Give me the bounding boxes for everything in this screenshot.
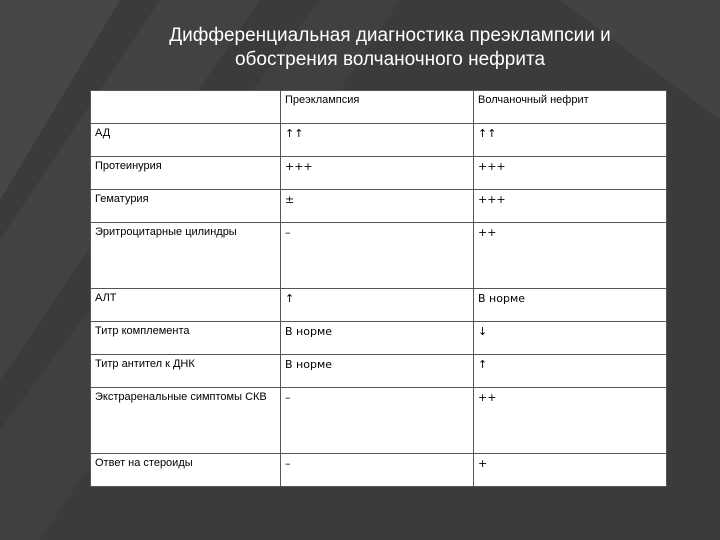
preeclampsia-value: – bbox=[281, 223, 474, 289]
lupus-nephritis-value: ↓ bbox=[474, 322, 667, 355]
header-cell-lupus-nephritis: Волчаночный нефрит bbox=[474, 91, 667, 124]
preeclampsia-value: В норме bbox=[281, 355, 474, 388]
preeclampsia-value: ± bbox=[281, 190, 474, 223]
preeclampsia-value: – bbox=[281, 454, 474, 487]
row-label: АД bbox=[91, 124, 281, 157]
lupus-nephritis-value: ++ bbox=[474, 388, 667, 454]
table-row bbox=[91, 157, 667, 190]
table-header-row bbox=[91, 91, 667, 124]
table-row bbox=[91, 454, 667, 487]
header-cell-preeclampsia: Преэклампсия bbox=[281, 91, 474, 124]
lupus-nephritis-value: +++ bbox=[474, 157, 667, 190]
lupus-nephritis-value: ↑ bbox=[474, 355, 667, 388]
slide-title-line-2: обострения волчаночного нефрита bbox=[234, 49, 546, 70]
table-row bbox=[91, 388, 667, 454]
row-label: Эритроцитарные цилиндры bbox=[91, 223, 281, 289]
table-row bbox=[91, 124, 667, 157]
differential-diagnosis-table bbox=[90, 90, 667, 487]
row-label: АЛТ bbox=[91, 289, 281, 322]
table-row bbox=[91, 355, 667, 388]
slide-title-line-1: Дифференциальная диагностика преэклампсии и bbox=[169, 25, 611, 46]
table-row bbox=[91, 190, 667, 223]
row-label: Протеинурия bbox=[91, 157, 281, 190]
lupus-nephritis-value: + bbox=[474, 454, 667, 487]
preeclampsia-value: ↑↑ bbox=[281, 124, 474, 157]
row-label: Гематурия bbox=[91, 190, 281, 223]
row-label: Титр комплемента bbox=[91, 322, 281, 355]
row-label: Экстраренальные симптомы СКВ bbox=[91, 388, 281, 454]
table-row bbox=[91, 322, 667, 355]
preeclampsia-value: +++ bbox=[281, 157, 474, 190]
preeclampsia-value: ↑ bbox=[281, 289, 474, 322]
preeclampsia-value: В норме bbox=[281, 322, 474, 355]
header-cell-empty bbox=[91, 91, 281, 124]
row-label: Ответ на стероиды bbox=[91, 454, 281, 487]
lupus-nephritis-value: ↑↑ bbox=[474, 124, 667, 157]
lupus-nephritis-value: В норме bbox=[474, 289, 667, 322]
row-label: Титр антител к ДНК bbox=[91, 355, 281, 388]
preeclampsia-value: – bbox=[281, 388, 474, 454]
table-row bbox=[91, 223, 667, 289]
slide-title bbox=[0, 24, 720, 72]
lupus-nephritis-value: ++ bbox=[474, 223, 667, 289]
table-row bbox=[91, 289, 667, 322]
lupus-nephritis-value: +++ bbox=[474, 190, 667, 223]
